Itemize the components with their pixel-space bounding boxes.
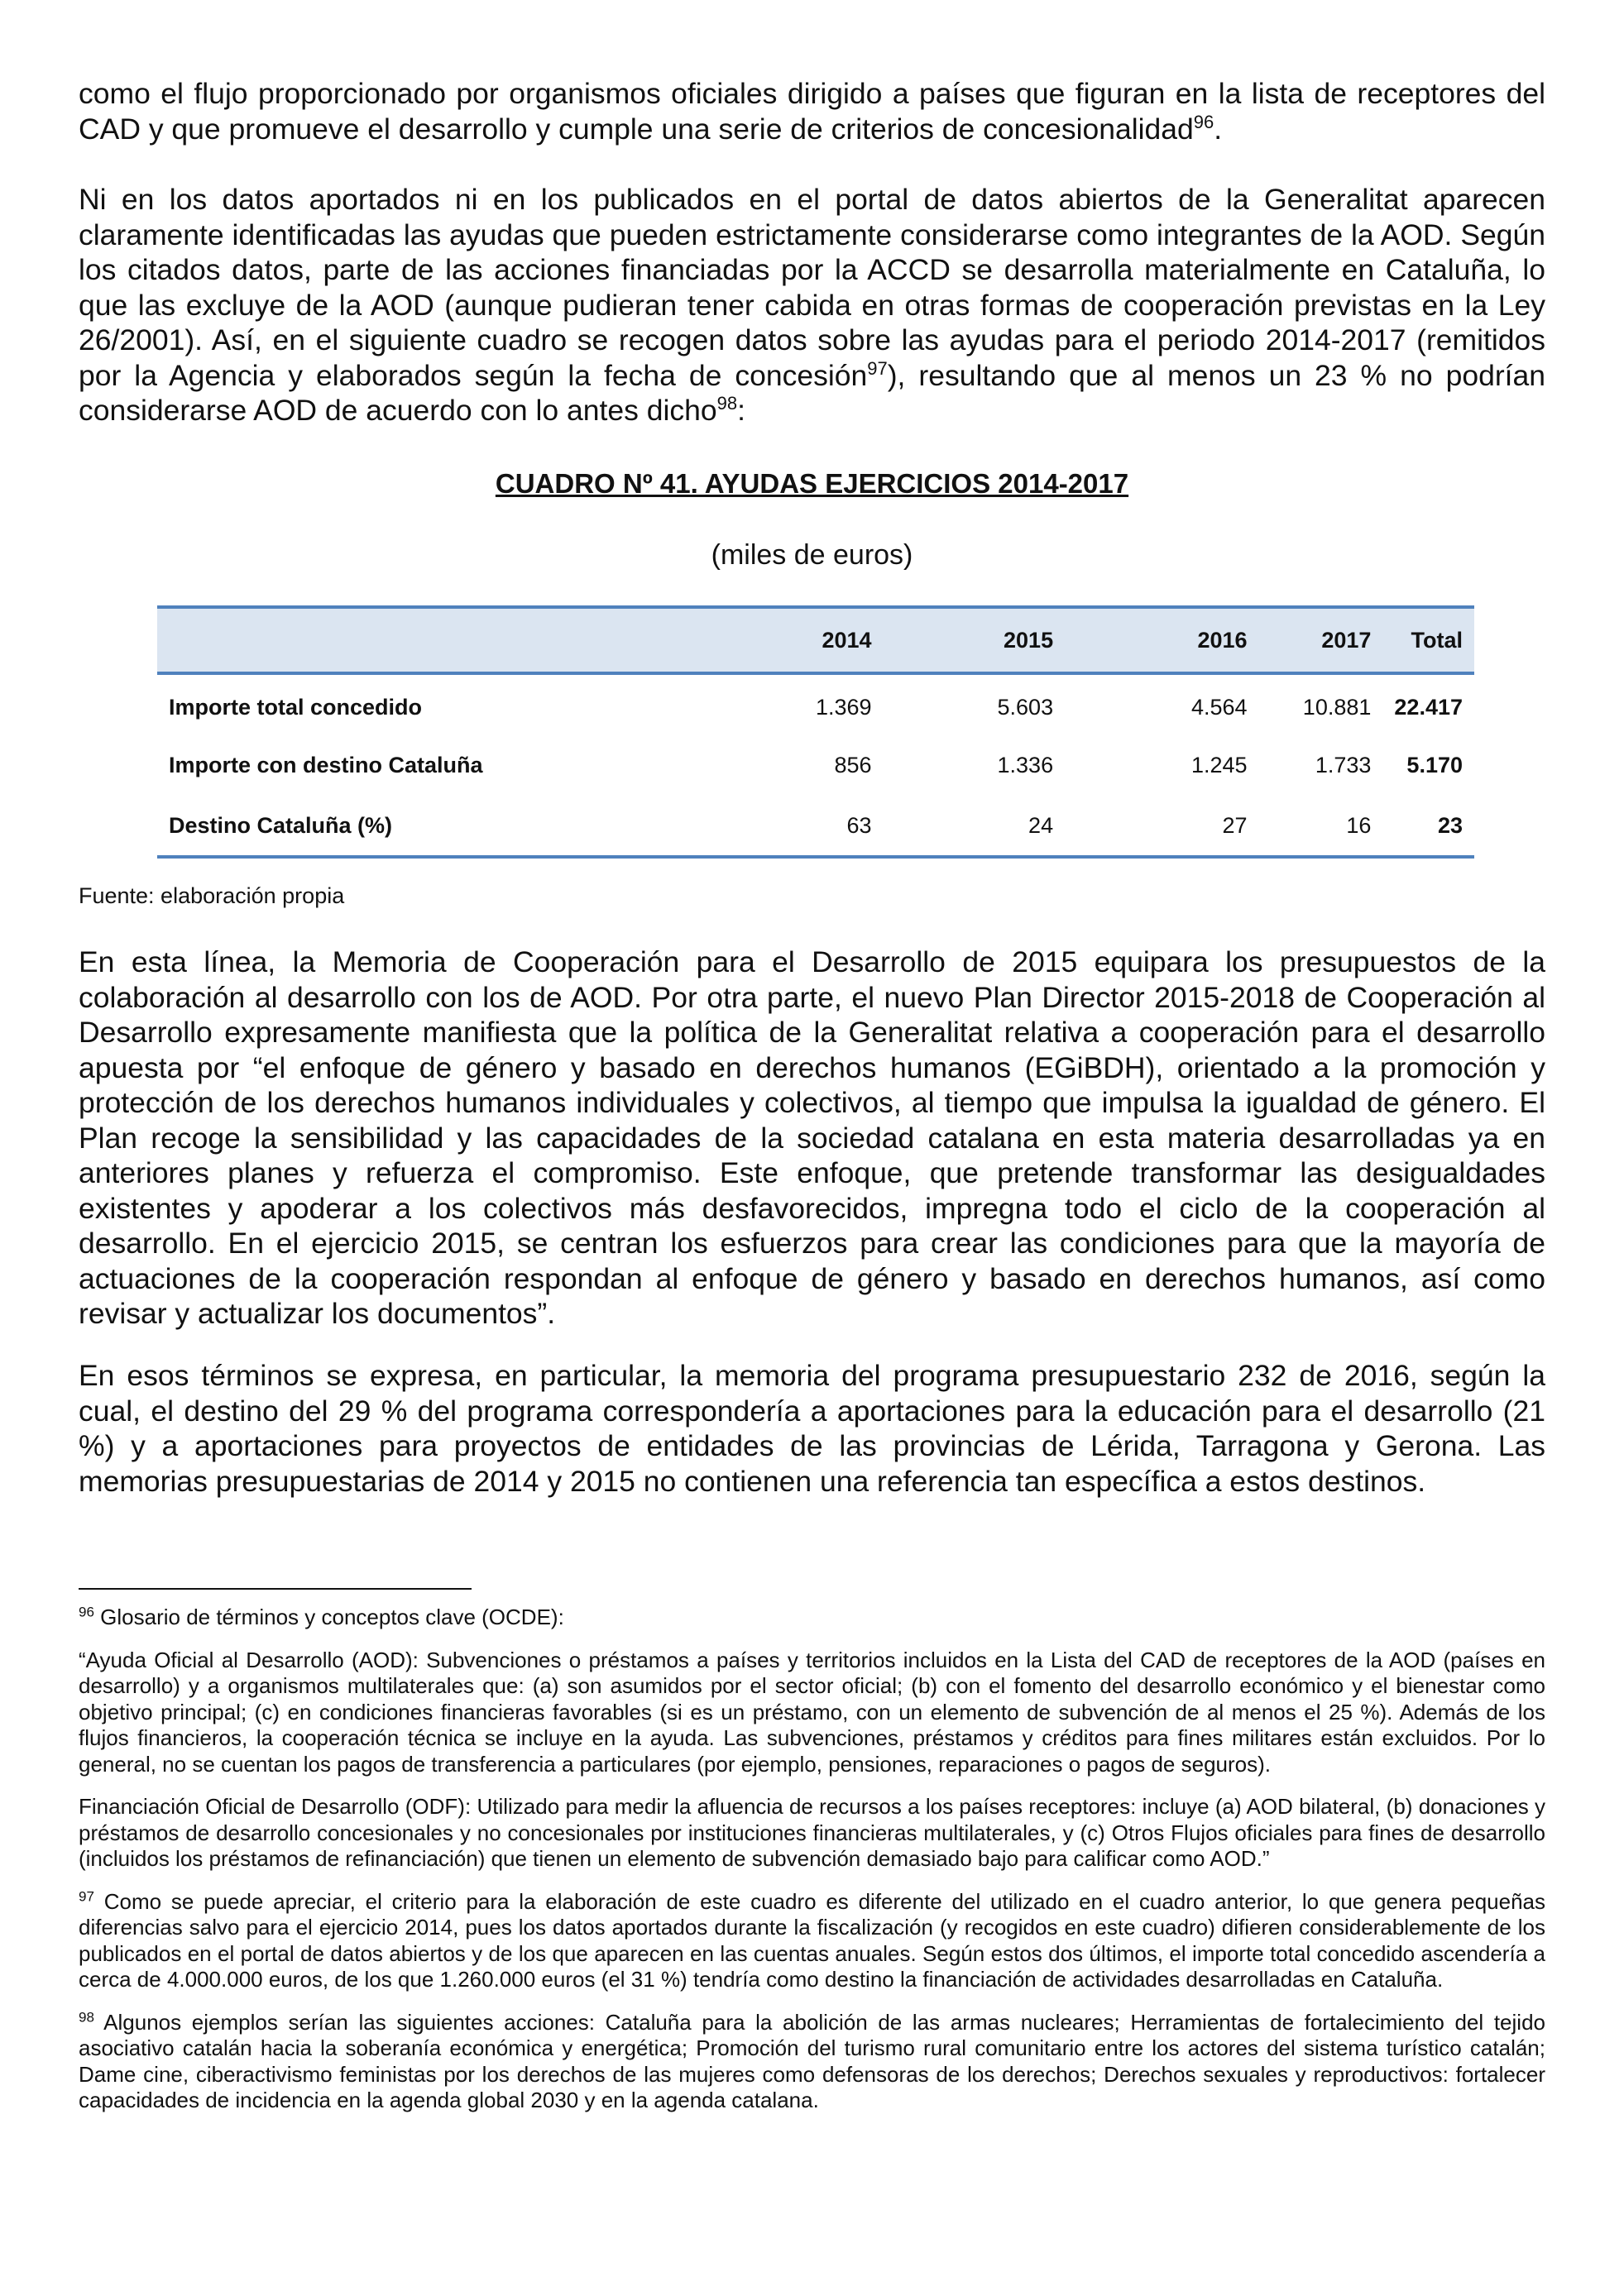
table-cell: 5.603 (997, 694, 1054, 720)
table-cell: 1.733 (1315, 752, 1372, 777)
table-row (157, 734, 1474, 796)
footnote-96-para-1: “Ayuda Oficial al Desarrollo (AOD): Subvenciones o préstamos a países y territorios incluidos en la Lista del CAD de receptores de la AOD (países en desarrollo) y a organismos multilaterales que: (a) son asumidos por el sector oficial; (b) con el fomento del desarrollo económico y el bienestar como objetivo principal; (c) en condiciones financieras favorables (si es un préstamo, con un elemento de subvención de al menos el 25 %). Además de los flujos financieros, la cooperación técnica se incluye en la ayuda. Las subvenciones, préstamos y créditos para fines militares están excluidos. Por lo general, no se cuentan los pagos de transferencia a particulares (por ejemplo, pensiones, reparaciones o pagos de seguros). (79, 1647, 1545, 1777)
table-row (157, 796, 1474, 857)
table-cell: 16 (1259, 796, 1383, 857)
paragraph-4-text: En esos términos se expresa, en particular, la memoria del programa presupuestario 232 de 2016, según la cual, el destino del 29 % del programa correspondería a aportaciones para la educación para el desarrollo (21 %) y a aportaciones para proyectos de entidades de las provincias de Lérida, Tarragona y Gerona. Las memorias presupuestarias de 2014 y 2015 no contienen una referencia tan específica a estos destinos. (79, 1359, 1545, 1498)
table-total-cell: 22.417 (1394, 694, 1463, 720)
paragraph-1-text: como el flujo proporcionado por organismos oficiales dirigido a países que figuran en la lista de receptores del CAD y que promueve el desarrollo y cumple una serie de criterios de concesionalidad (79, 77, 1545, 146)
paragraph-2-text-c: : (737, 394, 745, 427)
table-header-row (157, 607, 1474, 673)
footnote-98-text: Algunos ejemplos serían las siguientes acciones: Cataluña para la abolición de las armas nucleares; Herramientas de fortalecimiento del tejido asociativo catalán hacia la soberanía económica y energética; Promoción del turismo rural comunitario entre los actores del sistema turístico catalán; Dame cine, ciberactivismo feministas por los derechos de las mujeres como defensoras de los derechos; Derechos sexuales y reproductivos: fortalecer capacidades de incidencia en la agenda global 2030 y en la agenda catalana. (79, 2009, 1545, 2112)
footnote-97-number: 97 (79, 1887, 94, 1904)
table-total-cell: 5.170 (1406, 752, 1463, 777)
footnote-98 (79, 2010, 1545, 2114)
footnotes (79, 1605, 1545, 2131)
table-header-cell (157, 607, 702, 673)
table-header-cell: 2015 (884, 607, 1066, 673)
table-header-cell: Total (1382, 607, 1474, 673)
row-label: Importe total concedido (169, 694, 423, 720)
footnote-ref-97[interactable]: 97 (867, 357, 888, 379)
table-cell: 1.245 (1190, 752, 1248, 777)
table-cell: 24 (884, 796, 1066, 857)
footnote-98-number: 98 (79, 2008, 94, 2025)
footnote-97 (79, 1889, 1545, 1993)
paragraph-1-end: . (1214, 112, 1223, 146)
table-title: CUADRO Nº 41. AYUDAS EJERCICIOS 2014-2017 (495, 468, 1129, 499)
table-source: Fuente: elaboración propia (79, 883, 345, 908)
table-cell: 1.336 (997, 752, 1054, 777)
footnote-97-text: Como se puede apreciar, el criterio para la elaboración de este cuadro es diferente del utilizado en el cuadro anterior, lo que genera pequeñas diferencias salvo para el ejercicio 2014, pues los datos aportados durante la fiscalización (y recogidos en este cuadro) difieren considerablemente de los publicados en el portal de datos abiertos y de los que aparecen en las cuentas anuales. Según estos dos últimos, el importe total concedido ascendería a cerca de 4.000.000 euros, de los que 1.260.000 euros (el 31 %) tendría como destino la financiación de actividades desarrolladas en Cataluña. (79, 1888, 1545, 1992)
footnote-96-para-2: Financiación Oficial de Desarrollo (ODF): Utilizado para medir la afluencia de recursos a los países receptores: incluye (a) AOD bilateral, (b) donaciones y préstamos de desarrollo concesionales y no concesionales por instituciones financieras multilaterales, y (c) Otros Flujos oficiales para fines de desarrollo (incluidos los préstamos de refinanciación) que tienen un elemento de subvención demasiado bajo para calificar como AOD.” (79, 1794, 1545, 1871)
footnote-96-title (79, 1605, 1545, 1631)
paragraph-4 (79, 1358, 1545, 1499)
table-cell: 856 (834, 752, 872, 777)
paragraph-3 (79, 945, 1545, 1332)
paragraph-2 (79, 182, 1545, 428)
table-header-cell: 2016 (1065, 607, 1258, 673)
table-cell: 4.564 (1190, 694, 1248, 720)
table-unit: (miles de euros) (711, 539, 913, 571)
footnote-96-number: 96 (79, 1604, 94, 1620)
paragraph-2-text-b: ), resultando que al menos un 23 % no podrían considerarse AOD de acuerdo con lo antes dicho (79, 358, 1545, 427)
table-row (157, 673, 1474, 734)
footnote-ref-98[interactable]: 98 (716, 393, 738, 414)
paragraph-1 (79, 76, 1545, 146)
paragraph-2-text-a: Ni en los datos aportados ni en los publicados en el portal de datos abiertos de la Generalitat aparecen claramente identificadas las ayudas que pueden estrictamente considerarse como integrantes de la AOD. Según los citados datos, parte de las acciones financiadas por la ACCD se desarrolla materialmente en Cataluña, lo que las excluye de la AOD (aunque pudieran tener cabida en otras formas de cooperación previstas en la Ley 26/2001). Así, en el siguiente cuadro se recogen datos sobre las ayudas para el periodo 2014-2017 (remitidos por la Agencia y elaborados según la fecha de concesión (79, 183, 1545, 392)
table-total-cell: 23 (1382, 796, 1474, 857)
paragraph-3-text: En esta línea, la Memoria de Cooperación para el Desarrollo de 2015 equipara los presupuestos de la colaboración al desarrollo con los de AOD. Por otra parte, el nuevo Plan Director 2015-2018 de Cooperación al Desarrollo expresamente manifiesta que la política de la Generalitat relativa a cooperación para el desarrollo apuesta por “el enfoque de género y basado en derechos humanos (EGiBDH), orientado a la promoción y protección de los derechos humanos individuales y colectivos, al tiempo que impulsa la igualdad de género. El Plan recoge la sensibilidad y las capacidades de la sociedad catalana en esta materia desarrolladas ya en anteriores planes y refuerza el compromiso. Este enfoque, que pretende transformar las desigualdades existentes y apoderar a los colectivos más desfavorecidos, impregna todo el ciclo de la cooperación al desarrollo. En el ejercicio 2015, se centran los esfuerzos para crear las condiciones para que la mayoría de actuaciones de la cooperación respondan al enfoque de género y basado en derechos humanos, así como revisar y actualizar los documentos”. (79, 945, 1545, 1330)
table-cell: 1.369 (816, 694, 872, 720)
table-header-cell: 2014 (702, 607, 884, 673)
table-cell: 10.881 (1302, 694, 1372, 720)
row-label: Importe con destino Cataluña (169, 752, 483, 777)
aid-table (157, 605, 1474, 859)
footnote-separator (79, 1588, 472, 1590)
table-cell: 27 (1065, 796, 1258, 857)
row-label: Destino Cataluña (%) (157, 796, 702, 857)
footnote-96-title-text: Glosario de términos y conceptos clave (OCDE): (100, 1605, 564, 1629)
table-cell: 63 (702, 796, 884, 857)
footnote-ref-96[interactable]: 96 (1193, 111, 1214, 132)
table-header-cell: 2017 (1259, 607, 1383, 673)
